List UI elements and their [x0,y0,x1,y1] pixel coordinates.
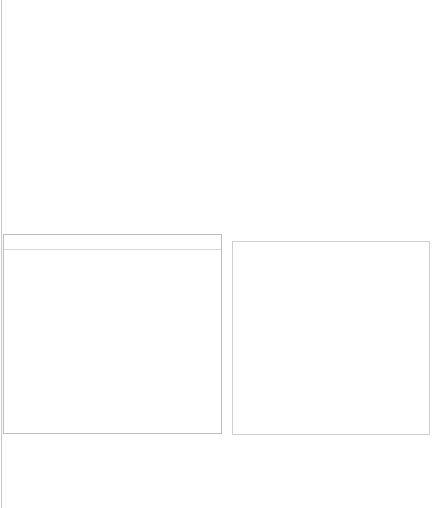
page-left-rule [1,0,2,508]
chart-svg [233,242,429,434]
births-table-header [4,235,221,250]
natural-increase-chart [232,241,430,435]
births-table-image [3,234,222,434]
